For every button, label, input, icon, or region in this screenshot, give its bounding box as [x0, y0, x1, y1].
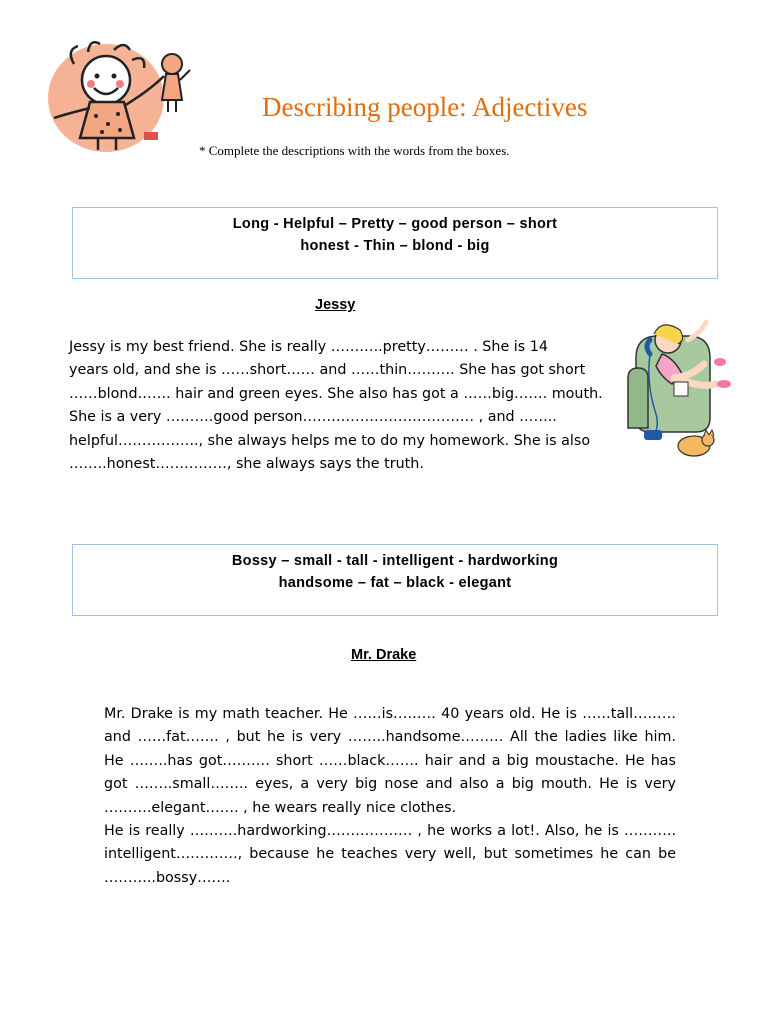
- girl-on-phone-clipart: [622, 318, 740, 461]
- drake-heading: Mr. Drake: [351, 647, 417, 663]
- word-box-2-line-1: Bossy – small - tall - intelligent - hardworking: [231, 553, 559, 569]
- drake-description: [104, 703, 676, 890]
- drake-line: and ……fat……. , but he is very ……..handsome……… All the ladies like him.: [104, 729, 676, 746]
- drake-line: got ……..small…….. eyes, a very big nose and also a big mouth. He is very: [104, 776, 676, 793]
- word-box-1: [72, 207, 718, 279]
- girl-with-doll-clipart: [44, 36, 196, 158]
- drake-line: He is really ……….hardworking……………… , he works a lot!. Also, he is ………..: [104, 823, 676, 840]
- jessy-line: She is a very ……….good person……………………………… , and ……..: [69, 409, 557, 426]
- word-box-1-line-1: Long - Helpful – Pretty – good person – short: [232, 216, 558, 232]
- jessy-line: ……..honest……………, she always says the truth.: [69, 456, 424, 473]
- word-box-2-line-2: handsome – fat – black - elegant: [278, 575, 512, 591]
- drake-line: He ……..has got………. short ……black……. hair and a big moustache. He has: [104, 752, 676, 769]
- drake-line: ……….elegant……. , he wears really nice clothes.: [104, 799, 457, 816]
- page-title: Describing people: Adjectives: [262, 92, 588, 122]
- drake-line: intelligent…………., because he teaches very well, but sometimes he can be: [104, 846, 676, 863]
- jessy-line: helpful…………….., she always helps me to do my homework. She is also: [69, 432, 591, 449]
- jessy-heading: Jessy: [315, 297, 356, 313]
- jessy-description: [69, 336, 614, 476]
- word-box-1-line-2: honest - Thin – blond - big: [300, 238, 490, 254]
- drake-line: ………..bossy…….: [104, 869, 231, 886]
- instruction-text: * Complete the descriptions with the words from the boxes.: [199, 143, 510, 158]
- jessy-line: years old, and she is ……short…… and ……thin………. She has got short: [69, 362, 586, 379]
- jessy-line: Jessy is my best friend. She is really ………..pretty……… . She is 14: [69, 339, 548, 355]
- word-box-2: [72, 544, 718, 616]
- jessy-line: ……blond……. hair and green eyes. She also has got a ……big……. mouth.: [69, 385, 603, 402]
- drake-line: Mr. Drake is my math teacher. He ……is……… 40 years old. He is ……tall………: [104, 706, 676, 722]
